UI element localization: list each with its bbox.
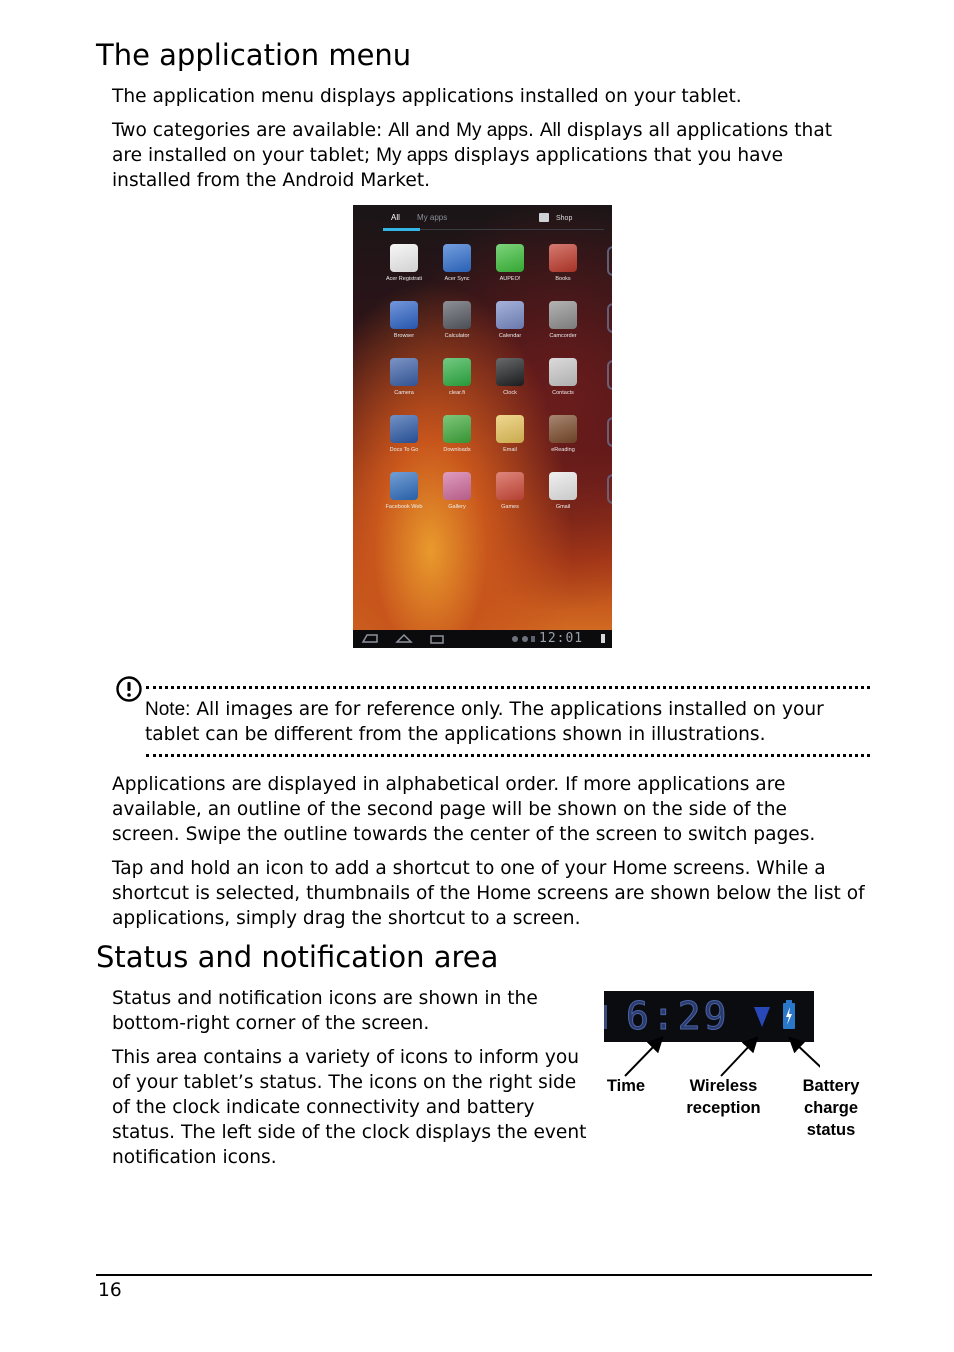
app-label: Calculator: [444, 333, 470, 339]
status-clock: 6:29: [626, 994, 730, 1038]
next-page-outline[interactable]: [607, 303, 612, 333]
text-run: displays all applications that are installed on your tablet;: [112, 120, 833, 166]
recent-apps-icon: [431, 636, 443, 643]
home-icon: [397, 635, 411, 642]
tab-all[interactable]: All: [391, 213, 400, 222]
paragraph-categories: [112, 118, 867, 193]
app-label: Gmail: [555, 504, 571, 510]
paragraph-status-location: Status and notification icons are shown in the bottom-right corner of the screen.: [112, 988, 538, 1034]
note-body: All images are for reference only. The applications installed on your tablet can be different from the applications shown in illustrations.: [145, 699, 824, 745]
text-run: .: [527, 120, 540, 141]
battery-charging-icon: [782, 1000, 796, 1030]
next-page-outline[interactable]: [607, 474, 612, 504]
next-page-outline[interactable]: [607, 246, 612, 276]
app-launcher-item[interactable]: [483, 244, 537, 282]
app-launcher-item[interactable]: [377, 358, 431, 396]
clipboard-icon: [390, 244, 418, 272]
calculator-icon: [443, 301, 471, 329]
next-page-outline[interactable]: [607, 417, 612, 447]
note-top-border: [146, 686, 870, 689]
battery-callout-arrow: [794, 1042, 820, 1076]
shop-icon[interactable]: [539, 213, 549, 222]
app-launcher-item[interactable]: [430, 358, 484, 396]
tab-my-apps[interactable]: My apps: [417, 213, 448, 222]
email-icon: [496, 415, 524, 443]
app-launcher-item[interactable]: [430, 244, 484, 282]
app-label: Contacts: [552, 390, 574, 396]
app-launcher-item[interactable]: [536, 415, 590, 453]
time-callout-arrow: [625, 1042, 658, 1076]
docs-icon: [390, 415, 418, 443]
facebook-icon: [390, 472, 418, 500]
games-icon: [496, 472, 524, 500]
callout-battery-line: status: [806, 1121, 856, 1139]
wireless-signal-icon: [754, 1005, 770, 1029]
gallery-icon: [443, 472, 471, 500]
sync-icon: [443, 244, 471, 272]
callout-wireless-line: reception: [686, 1099, 761, 1117]
app-menu-tab-bar: [353, 205, 612, 233]
section-heading-application-menu: The application menu: [96, 38, 412, 72]
footer-rule: [96, 1274, 872, 1276]
app-label: Downloads: [443, 447, 471, 453]
app-launcher-item[interactable]: [483, 358, 537, 396]
callout-wireless: [676, 1075, 771, 1119]
app-launcher-item[interactable]: [377, 244, 431, 282]
app-launcher-item[interactable]: [483, 415, 537, 453]
clock-icon: [496, 358, 524, 386]
app-label: clear.fi: [449, 390, 465, 396]
battery-icon: [601, 634, 605, 643]
contacts-icon: [549, 358, 577, 386]
status-area-screenshot: [604, 991, 814, 1042]
app-label: Books: [555, 276, 571, 282]
page-number: 16: [98, 1280, 122, 1301]
callout-time-label: Time: [606, 1077, 646, 1095]
app-launcher-item[interactable]: [430, 415, 484, 453]
app-launcher-item[interactable]: [377, 415, 431, 453]
clearfi-icon: [443, 358, 471, 386]
callout-battery: [793, 1075, 869, 1141]
wifi-icon: [531, 636, 535, 642]
ui-term-my-apps: My apps: [376, 145, 448, 166]
note-label: Note:: [145, 699, 191, 720]
note-bottom-border: [146, 754, 870, 757]
app-launcher-item[interactable]: [536, 472, 590, 510]
system-clock: 12:01: [539, 631, 584, 646]
app-label: Games: [501, 504, 519, 510]
text-run: displays applications that you have installed from the Android Market.: [112, 145, 784, 191]
section-heading-status-area: Status and notification area: [96, 940, 499, 974]
app-launcher-item[interactable]: [430, 301, 484, 339]
calendar-icon: [496, 301, 524, 329]
ui-term-my-apps: My apps: [456, 120, 528, 141]
callout-time: [600, 1075, 652, 1097]
wireless-callout-arrow: [721, 1042, 753, 1076]
note-text: [145, 697, 870, 747]
app-label: Calendar: [498, 333, 522, 339]
ui-term-all: All: [388, 120, 410, 141]
camcorder-icon: [549, 301, 577, 329]
app-launcher-item[interactable]: [483, 472, 537, 510]
app-label: Acer Sync: [444, 276, 470, 282]
paragraph-status-icons: This area contains a variety of icons to inform you of your tablet’s status. The icons on the right side of the clock indicate connectivity and battery status. The left side of the clock displays the event notification icons.: [112, 1047, 587, 1168]
app-label: Email: [503, 447, 517, 453]
books-icon: [549, 244, 577, 272]
notification-icon: [512, 636, 518, 642]
tab-selection-indicator: [383, 228, 420, 231]
globe-icon: [390, 301, 418, 329]
gmail-icon: [549, 472, 577, 500]
camera-icon: [390, 358, 418, 386]
aupeo-icon: [496, 244, 524, 272]
app-label: eReading: [551, 447, 575, 453]
app-label: Facebook Web: [385, 504, 423, 510]
ui-term-all: All: [539, 120, 561, 141]
app-label: Acer Registrati: [385, 276, 423, 282]
app-launcher-item[interactable]: [377, 472, 431, 510]
app-launcher-item[interactable]: [483, 301, 537, 339]
tablet-app-menu-screenshot: [353, 205, 612, 648]
paragraph-shortcuts: Tap and hold an icon to add a shortcut to one of your Home screens. While a shortcut is selected, thumbnails of the Home screens are shown below the list of applications, simply drag the shortcut to a screen.: [112, 858, 865, 929]
app-label: Clock: [503, 390, 517, 396]
text-run: Two categories are available:: [112, 120, 389, 141]
app-label: Docs To Go: [389, 447, 419, 453]
app-launcher-item[interactable]: [430, 472, 484, 510]
app-label: Browser: [393, 333, 415, 339]
callout-wireless-line: Wireless: [689, 1077, 758, 1095]
app-label: Gallery: [448, 504, 466, 510]
callout-battery-line: Battery: [802, 1077, 860, 1095]
callout-battery-line: charge: [803, 1099, 859, 1117]
app-launcher-item[interactable]: [536, 301, 590, 339]
shop-label[interactable]: Shop: [556, 215, 573, 222]
app-label: AUPEO!: [499, 276, 521, 282]
paragraph-alphabetical-order: Applications are displayed in alphabetical order. If more applications are available, an outline of the second page will be shown on the side of the screen. Swipe the outline towards the center of the screen to switch pages.: [112, 774, 816, 845]
app-launcher-item[interactable]: [377, 301, 431, 339]
left-edge-marker: [604, 1005, 607, 1029]
app-label: Camera: [394, 390, 414, 396]
download-icon: [443, 415, 471, 443]
notification-icon: [522, 636, 528, 642]
text-run: and: [409, 120, 457, 141]
app-launcher-item[interactable]: [536, 244, 590, 282]
bookshelf-icon: [549, 415, 577, 443]
paragraph-intro: The application menu displays applications installed on your tablet.: [112, 86, 742, 107]
back-icon: [363, 635, 377, 642]
system-bar: [353, 630, 612, 648]
warning-icon: [115, 675, 143, 703]
app-label: Camcorder: [549, 333, 577, 339]
next-page-outline[interactable]: [607, 360, 612, 390]
app-launcher-item[interactable]: [536, 358, 590, 396]
